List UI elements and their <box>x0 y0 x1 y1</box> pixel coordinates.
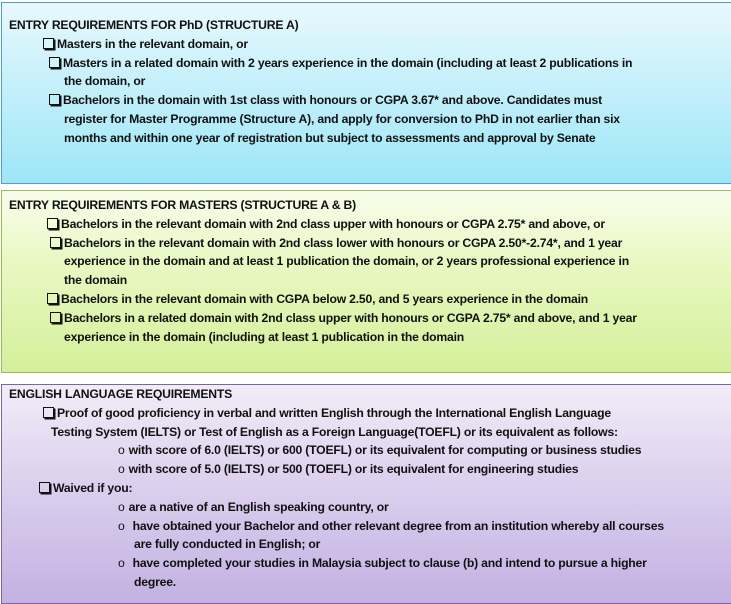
sub-list-item: o are a native of an English speaking country, or <box>2 498 731 517</box>
checkbox-bullet-icon <box>50 312 61 323</box>
checkbox-bullet-icon <box>43 407 54 418</box>
checkbox-bullet-icon <box>43 38 54 49</box>
checkbox-bullet-icon <box>49 57 60 68</box>
sub-list-item: o have obtained your Bachelor and other relevant degree from an institution whereby all courses <box>2 517 731 536</box>
circle-bullet-icon: o <box>118 499 125 514</box>
circle-bullet-icon: o <box>118 518 125 533</box>
list-item-continuation: the domain <box>64 273 128 288</box>
list-item: Masters in the relevant domain, or <box>2 35 731 54</box>
sub-list-item: o have completed your studies in Malaysia subject to clause (b) and intend to pursue a higher <box>2 554 731 573</box>
list-item: Bachelors in the relevant domain with 2nd class upper with honours or CGPA 2.75* and above, or <box>2 215 731 234</box>
list-item-continuation: Testing System (IELTS) or Test of English as a Foreign Language(TOEFL) or its equivalent as follows: <box>51 424 618 439</box>
sub-list-item: o with score of 5.0 (IELTS) or 500 (TOEFL) or its equivalent for engineering studies <box>2 460 731 479</box>
list-item: Bachelors in the relevant domain with CGPA below 2.50, and 5 years experience in the domain <box>2 290 731 309</box>
masters-requirements-panel <box>1 190 731 373</box>
masters-title: ENTRY REQUIREMENTS FOR MASTERS (STRUCTURE A & B) <box>9 198 357 212</box>
checkbox-bullet-icon <box>47 218 58 229</box>
circle-bullet-icon: o <box>118 556 125 571</box>
checkbox-bullet-icon <box>39 482 50 493</box>
list-item-continuation: experience in the domain (including at least 1 publication in the domain <box>64 329 465 344</box>
checkbox-bullet-icon <box>49 94 60 105</box>
list-item: Masters in a related domain with 2 years experience in the domain (including at least 2 publications in <box>2 54 731 73</box>
list-item-continuation: the domain, or <box>64 74 146 89</box>
phd-requirements-panel <box>1 2 731 184</box>
list-item: Proof of good proficiency in verbal and written English through the International English Language <box>2 404 731 423</box>
english-requirements-panel <box>1 384 731 604</box>
list-item: Bachelors in the relevant domain with 2nd class lower with honours or CGPA 2.50*-2.74*, and 1 year <box>2 234 731 253</box>
sub-list-item: o with score of 6.0 (IELTS) or 600 (TOEFL) or its equivalent for computing or business studies <box>2 441 731 460</box>
list-item-continuation: degree. <box>134 574 176 589</box>
list-item-continuation: months and within one year of registration but subject to assessments and approval by Senate <box>64 130 596 145</box>
circle-bullet-icon: o <box>118 462 125 477</box>
phd-title: ENTRY REQUIREMENTS FOR PhD (STRUCTURE A) <box>9 18 299 32</box>
list-item-continuation: register for Master Programme (Structure A), and apply for conversion to PhD in not earlier than six <box>64 111 620 126</box>
list-item-continuation: are fully conducted in English; or <box>134 537 321 552</box>
checkbox-bullet-icon <box>50 237 61 248</box>
list-item: Bachelors in the domain with 1st class with honours or CGPA 3.67* and above. Candidates must <box>2 91 731 110</box>
english-title: ENGLISH LANGUAGE REQUIREMENTS <box>9 387 233 401</box>
checkbox-bullet-icon <box>47 293 58 304</box>
list-item-continuation: experience in the domain and at least 1 publication the domain, or 2 years professional experience in <box>64 254 629 269</box>
circle-bullet-icon: o <box>118 443 125 458</box>
list-item: Bachelors in a related domain with 2nd class upper with honours or CGPA 2.75* and above, and 1 year <box>2 309 731 328</box>
list-item: Waived if you: <box>2 479 731 498</box>
